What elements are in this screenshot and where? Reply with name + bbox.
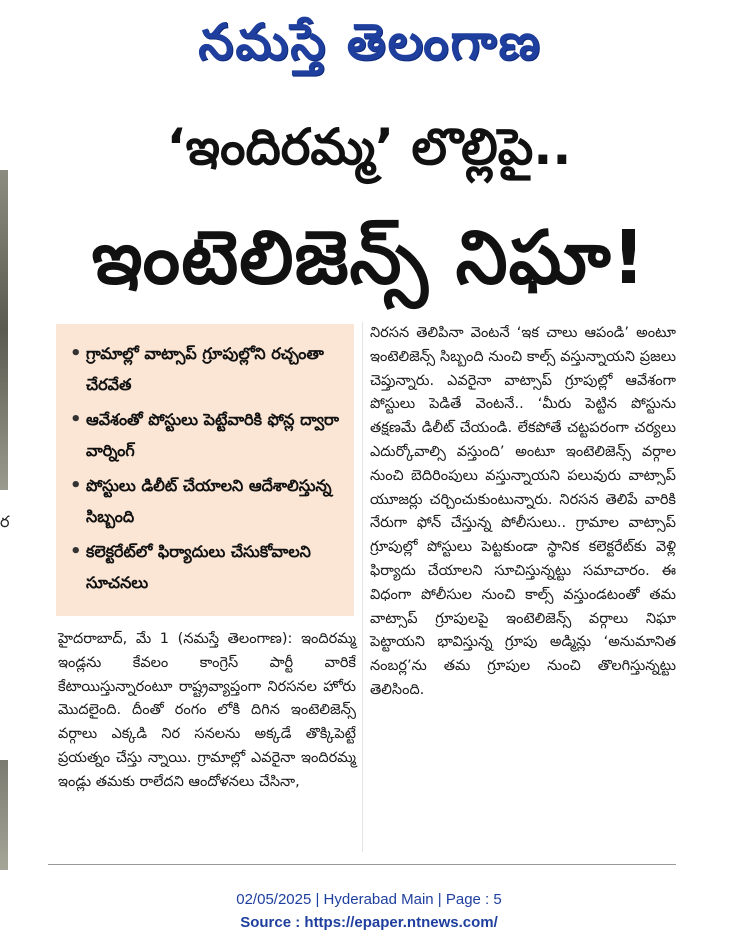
footer-source: Source : https://epaper.ntnews.com/ [240, 914, 498, 931]
highlight-item: • గ్రామాల్లో వాట్సాప్‌ గ్రూపుల్లోని రచ్చంతా చేరవేత [68, 338, 346, 400]
footer-meta: 02/05/2025 | Hyderabad Main | Page : 5 [236, 891, 502, 908]
article-column-left: హైదరాబాద్‌, మే 1 (నమస్తే తెలంగాణ): ఇందిరమ్మ ఇండ్లను కేవలం కాంగ్రెస్‌ పార్టీ వారికే కేటాయిస్తున్నారంటూ రాష్ట్రవ్యాప్తంగా నిరసనల హోరు మొదలైంది. దీంతో రంగం లోకి దిగిన ఇంటెలిజెన్స్‌ వర్గాలు ఎక్కడి నిర సనలను అక్కడే తొక్కిపెట్టే ప్రయత్నం చేస్తు న్నాయి. గ్రామాల్లో ఎవరైనా ఇందిరమ్మ ఇండ్లు తమకు రాలేదని ఆందోళనలు చేసినా, [58, 631, 356, 790]
adjacent-photo-fragment [0, 170, 8, 490]
column-divider [362, 322, 363, 852]
footer-divider [48, 864, 676, 865]
highlight-item: • పోస్టులు డిలీట్‌ చేయాలని ఆదేశాలిస్తున్న సిబ్బంది [68, 470, 346, 532]
adjacent-photo-fragment-lower [0, 760, 8, 870]
highlights-box [56, 324, 354, 616]
headline-line-2: ఇంటెలిజెన్స్‌ నిఘా! [91, 215, 647, 301]
newspaper-masthead: నమస్తే తెలంగాణ [198, 13, 542, 71]
article-column-right: నిరసన తెలిపినా వెంటనే ‘ఇక చాలు ఆపండి’ అంటూ ఇంటెలిజెన్స్‌ సిబ్బంది నుంచి కాల్స్‌ వస్తున్నాయని ప్రజలు చెప్తున్నారు. ఎవరైనా వాట్సాప్‌ గ్రూపుల్లో ఆవేశంగా పోస్టులు పెడితే వెంటనే.. ‘మీరు పెట్టిన పోస్టును తక్షణమే డిలీట్‌ చేయండి. లేకపోతే చట్టపరంగా చర్యలు ఎదుర్కోవాల్సి వస్తుంది’ అంటూ ఇంటెలిజెన్స్‌ వర్గాల నుంచి బెదిరింపులు వస్తున్నాయని పలువురు వాట్సాప్‌ యూజర్లు చర్చించుకుంటున్నారు. నిరసన తెలిపే వారికి నేరుగా ఫోన్‌ చేస్తున్న పోలీసులు.. గ్రామాల వాట్సాప్‌ గ్రూపుల్లో పోస్టులు పెట్టకుండా స్థానిక కలెక్టరేట్‌కు వెళ్లి ఫిర్యాదు చేయాలని సూచిస్తున్నట్టు సమాచారం. ఈ విధంగా పోలీసుల నుంచి కాల్స్‌ వస్తుండటంతో తమ వాట్సాప్‌ గ్రూపులపై ఇంటెలిజెన్స్‌ వర్గాలు నిఘా పెట్టాయని భావిస్తున్న గ్రూపు అడ్మిన్లు ‘అనుమానిత నంబర్ల’ను తమ గ్రూపుల నుంచి తొలగిస్తున్నట్టు తెలిసింది. [370, 325, 676, 698]
headline-line-1: ‘ఇందిరమ్మ’ లొల్లిపై.. [166, 118, 572, 176]
highlight-item: • కలెక్టరేట్‌లో ఫిర్యాదులు చేసుకోవాలని సూచనలు [68, 536, 346, 598]
highlight-item: • ఆవేశంతో పోస్టులు పెట్టేవారికి ఫోన్ల ద్వారా వార్నింగ్‌ [68, 404, 346, 466]
adjacent-text-fragment: ర [0, 512, 10, 531]
highlights-list [56, 324, 354, 598]
